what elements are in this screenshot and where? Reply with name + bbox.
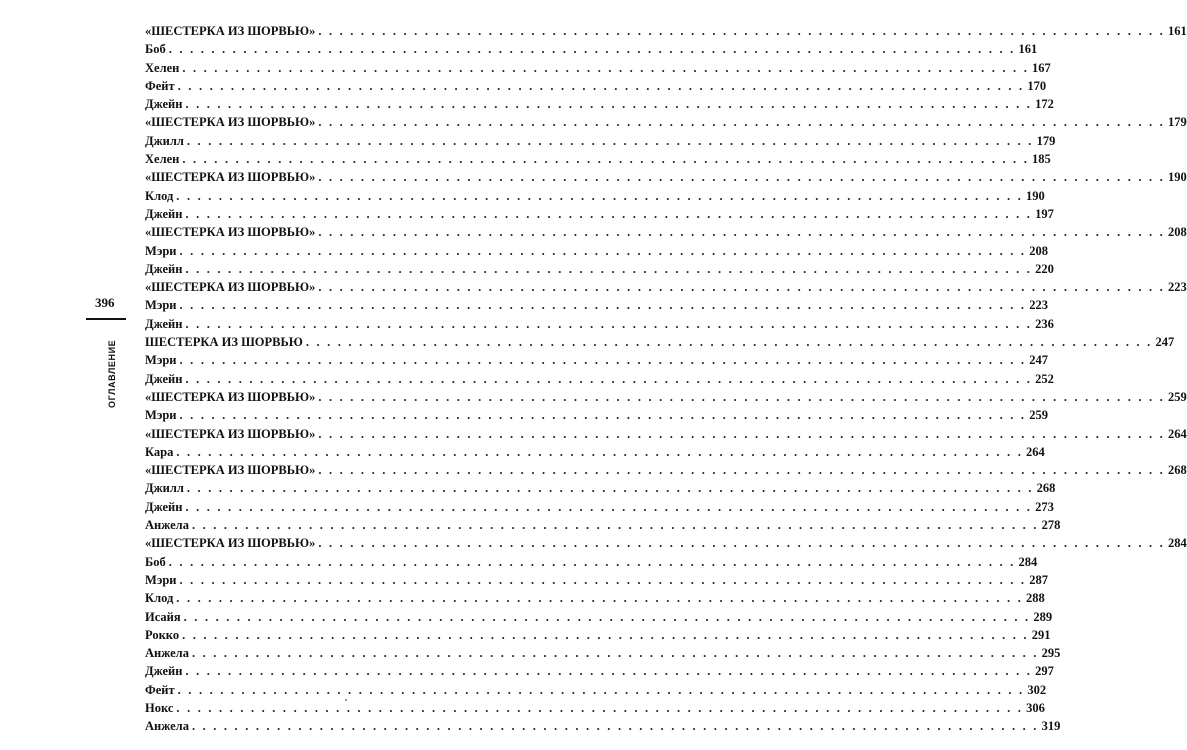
toc-entry-title: Фейт xyxy=(145,78,175,93)
toc-entry-title: ШЕСТЕРКА ИЗ ШОРВЬЮ xyxy=(145,335,303,350)
toc-entry xyxy=(145,223,1187,241)
toc-entry-title: Мэри xyxy=(145,353,177,368)
page-number: 396 xyxy=(95,295,115,310)
toc-entry-page: 197 xyxy=(1035,206,1054,221)
toc-entry xyxy=(145,461,1187,479)
toc-entry-page: 264 xyxy=(1026,444,1045,459)
toc-entry-title: Фейт xyxy=(145,682,175,697)
dot-leader: . . . . . . . . . . . . . . . . . . . . . . . . . . . . . . . . . . . . . . . . . . . . . . . . . . . . . . . . . . . . . . . . . . . . . . . . . . . . . . . . xyxy=(179,572,1027,587)
toc-entry xyxy=(145,278,1187,296)
dot-leader: . . . . . . . . . . . . . . . . . . . . . . . . . . . . . . . . . . . . . . . . . . . . . . . . . . . . . . . . . . . . . . . . . . . . . . . . . . . . . . . . xyxy=(185,499,1033,514)
dot-leader: . . . . . . . . . . . . . . . . . . . . . . . . . . . . . . . . . . . . . . . . . . . . . . . . . . . . . . . . . . . . . . . . . . . . . . . . . . . . . . . . xyxy=(318,463,1166,478)
toc-entry-page: 247 xyxy=(1155,335,1175,350)
scan-speck xyxy=(345,699,347,701)
toc-entry-page: 223 xyxy=(1168,280,1187,295)
toc-entry-title: «ШЕСТЕРКА ИЗ ШОРВЬЮ» xyxy=(145,280,316,295)
dot-leader: . . . . . . . . . . . . . . . . . . . . . . . . . . . . . . . . . . . . . . . . . . . . . . . . . . . . . . . . . . . . . . . . . . . . . . . . . . . . . . . . xyxy=(191,518,1039,533)
toc-entry-page: 236 xyxy=(1035,316,1054,331)
dot-leader: . . . . . . . . . . . . . . . . . . . . . . . . . . . . . . . . . . . . . . . . . . . . . . . . . . . . . . . . . . . . . . . . . . . . . . . . . . . . . . . . xyxy=(318,280,1166,295)
toc-entry-title: Мэри xyxy=(145,298,177,313)
dot-leader: . . . . . . . . . . . . . . . . . . . . . . . . . . . . . . . . . . . . . . . . . . . . . . . . . . . . . . . . . . . . . . . . . . . . . . . . . . . . . . . . xyxy=(179,243,1027,258)
toc-entry-page: 295 xyxy=(1041,646,1061,661)
toc-entry-title: Мэри xyxy=(145,408,177,423)
toc-entry xyxy=(145,333,1175,351)
toc-entry-title: Хелен xyxy=(145,152,180,167)
dot-leader: . . . . . . . . . . . . . . . . . . . . . . . . . . . . . . . . . . . . . . . . . . . . . . . . . . . . . . . . . . . . . . . . . . . . . . . . . . . . . . . . xyxy=(185,206,1033,221)
toc-entry xyxy=(145,644,1061,662)
toc-entry-title: Джейн xyxy=(145,261,183,276)
toc-entry-title: Нокс xyxy=(145,700,174,715)
dot-leader: . . . . . . . . . . . . . . . . . . . . . . . . . . . . . . . . . . . . . . . . . . . . . . . . . . . . . . . . . . . . . . . . . . . . . . . . . . . . . . . . xyxy=(318,170,1166,185)
toc-entry-title: Мэри xyxy=(145,572,177,587)
toc-entry-title: Джейн xyxy=(145,206,183,221)
toc-entry-page: 185 xyxy=(1032,152,1051,167)
dot-leader: . . . . . . . . . . . . . . . . . . . . . . . . . . . . . . . . . . . . . . . . . . . . . . . . . . . . . . . . . . . . . . . . . . . . . . . . . . . . . . . . xyxy=(318,115,1166,130)
toc-entry-title: Анжела xyxy=(145,719,189,734)
toc-entry xyxy=(145,699,1045,717)
toc-entry xyxy=(145,113,1187,131)
toc-entry-page: 252 xyxy=(1035,371,1054,386)
dot-leader: . . . . . . . . . . . . . . . . . . . . . . . . . . . . . . . . . . . . . . . . . . . . . . . . . . . . . . . . . . . . . . . . . . . . . . . . . . . . . . . . xyxy=(186,133,1034,148)
toc-entry-title: Боб xyxy=(145,554,166,569)
toc-entry-page: 319 xyxy=(1041,719,1061,734)
dot-leader: . . . . . . . . . . . . . . . . . . . . . . . . . . . . . . . . . . . . . . . . . . . . . . . . . . . . . . . . . . . . . . . . . . . . . . . . . . . . . . . . xyxy=(191,646,1039,661)
toc-entry xyxy=(145,425,1187,443)
toc-entry-title: «ШЕСТЕРКА ИЗ ШОРВЬЮ» xyxy=(145,426,316,441)
toc-entry-title: «ШЕСТЕРКА ИЗ ШОРВЬЮ» xyxy=(145,225,316,240)
toc-entry-title: Джейн xyxy=(145,664,183,679)
toc-entry-page: 223 xyxy=(1029,298,1048,313)
dot-leader: . . . . . . . . . . . . . . . . . . . . . . . . . . . . . . . . . . . . . . . . . . . . . . . . . . . . . . . . . . . . . . . . . . . . . . . . . . . . . . . . xyxy=(179,298,1027,313)
toc-entry xyxy=(145,296,1048,314)
toc-entry-title: Хелен xyxy=(145,60,180,75)
toc-entry xyxy=(145,516,1061,534)
toc-entry xyxy=(145,681,1047,699)
toc-entry xyxy=(145,553,1038,571)
toc-entry xyxy=(145,260,1054,278)
dot-leader: . . . . . . . . . . . . . . . . . . . . . . . . . . . . . . . . . . . . . . . . . . . . . . . . . . . . . . . . . . . . . . . . . . . . . . . . . . . . . . . . xyxy=(183,609,1031,624)
toc-entry xyxy=(145,242,1048,260)
toc-entry-title: Кара xyxy=(145,444,174,459)
toc-entry xyxy=(145,479,1056,497)
toc-entry-page: 291 xyxy=(1031,627,1051,642)
toc-entry-page: 161 xyxy=(1018,42,1038,57)
toc-entry-page: 208 xyxy=(1168,225,1187,240)
section-label-vertical: ОГЛАВЛЕНИЕ xyxy=(107,339,117,408)
dot-leader: . . . . . . . . . . . . . . . . . . . . . . . . . . . . . . . . . . . . . . . . . . . . . . . . . . . . . . . . . . . . . . . . . . . . . . . . . . . . . . . . xyxy=(191,719,1039,734)
toc-entry xyxy=(145,443,1045,461)
dot-leader: . . . . . . . . . . . . . . . . . . . . . . . . . . . . . . . . . . . . . . . . . . . . . . . . . . . . . . . . . . . . . . . . . . . . . . . . . . . . . . . . xyxy=(318,225,1166,240)
toc-entry-title: Джейн xyxy=(145,499,183,514)
toc-entry xyxy=(145,315,1054,333)
toc-entry-page: 161 xyxy=(1168,24,1187,38)
toc-entry-title: Джилл xyxy=(145,133,184,148)
toc-entry xyxy=(145,608,1053,626)
dot-leader: . . . . . . . . . . . . . . . . . . . . . . . . . . . . . . . . . . . . . . . . . . . . . . . . . . . . . . . . . . . . . . . . . . . . . . . . . . . . . . . . xyxy=(176,188,1023,203)
dot-leader: . . . . . . . . . . . . . . . . . . . . . . . . . . . . . . . . . . . . . . . . . . . . . . . . . . . . . . . . . . . . . . . . . . . . . . . . . . . . . . . . xyxy=(176,444,1024,459)
dot-leader: . . . . . . . . . . . . . . . . . . . . . . . . . . . . . . . . . . . . . . . . . . . . . . . . . . . . . . . . . . . . . . . . . . . . . . . . . . . . . . . . xyxy=(179,408,1027,423)
dot-leader: . . . . . . . . . . . . . . . . . . . . . . . . . . . . . . . . . . . . . . . . . . . . . . . . . . . . . . . . . . . . . . . . . . . . . . . . . . . . . . . . xyxy=(177,682,1025,697)
toc-entry xyxy=(145,388,1187,406)
toc-entry-title: «ШЕСТЕРКА ИЗ ШОРВЬЮ» xyxy=(145,170,316,185)
toc-entry-page: 289 xyxy=(1033,609,1053,624)
toc-entry xyxy=(145,95,1054,113)
dot-leader: . . . . . . . . . . . . . . . . . . . . . . . . . . . . . . . . . . . . . . . . . . . . . . . . . . . . . . . . . . . . . . . . . . . . . . . . . . . . . . . . xyxy=(179,353,1027,368)
toc-entry-title: «ШЕСТЕРКА ИЗ ШОРВЬЮ» xyxy=(145,463,316,478)
dot-leader: . . . . . . . . . . . . . . . . . . . . . . . . . . . . . . . . . . . . . . . . . . . . . . . . . . . . . . . . . . . . . . . . . . . . . . . . . . . . . . . . xyxy=(185,261,1033,276)
toc-entry-title: «ШЕСТЕРКА ИЗ ШОРВЬЮ» xyxy=(145,24,316,38)
toc-entry-title: Джейн xyxy=(145,97,183,112)
side-divider-rule xyxy=(86,318,126,320)
table-of-contents xyxy=(145,22,1187,736)
toc-entry-page: 247 xyxy=(1029,353,1048,368)
toc-entry xyxy=(145,205,1054,223)
dot-leader: . . . . . . . . . . . . . . . . . . . . . . . . . . . . . . . . . . . . . . . . . . . . . . . . . . . . . . . . . . . . . . . . . . . . . . . . . . . . . . . . xyxy=(305,335,1153,350)
dot-leader: . . . . . . . . . . . . . . . . . . . . . . . . . . . . . . . . . . . . . . . . . . . . . . . . . . . . . . . . . . . . . . . . . . . . . . . . . . . . . . . . xyxy=(186,481,1034,496)
toc-entry xyxy=(145,406,1048,424)
toc-entry xyxy=(145,150,1051,168)
toc-entry-page: 268 xyxy=(1168,463,1187,478)
dot-leader: . . . . . . . . . . . . . . . . . . . . . . . . . . . . . . . . . . . . . . . . . . . . . . . . . . . . . . . . . . . . . . . . . . . . . . . . . . . . . . . . xyxy=(185,371,1033,386)
toc-entry xyxy=(145,589,1045,607)
toc-entry-page: 167 xyxy=(1032,60,1051,75)
toc-entry-page: 172 xyxy=(1035,97,1054,112)
toc-entry-page: 170 xyxy=(1027,78,1047,93)
toc-entry xyxy=(145,662,1054,680)
dot-leader: . . . . . . . . . . . . . . . . . . . . . . . . . . . . . . . . . . . . . . . . . . . . . . . . . . . . . . . . . . . . . . . . . . . . . . . . . . . . . . . . xyxy=(176,591,1023,606)
toc-entry xyxy=(145,132,1056,150)
toc-entry xyxy=(145,187,1045,205)
toc-entry-title: Анжела xyxy=(145,646,189,661)
toc-entry-page: 220 xyxy=(1035,261,1054,276)
toc-entry xyxy=(145,498,1054,516)
toc-entry xyxy=(145,534,1187,552)
dot-leader: . . . . . . . . . . . . . . . . . . . . . . . . . . . . . . . . . . . . . . . . . . . . . . . . . . . . . . . . . . . . . . . . . . . . . . . . . . . . . . . . xyxy=(318,389,1166,404)
toc-entry-page: 259 xyxy=(1168,389,1187,404)
toc-entry xyxy=(145,59,1051,77)
toc-entry-page: 259 xyxy=(1029,408,1048,423)
dot-leader: . . . . . . . . . . . . . . . . . . . . . . . . . . . . . . . . . . . . . . . . . . . . . . . . . . . . . . . . . . . . . . . . . . . . . . . . . . . . . . . . xyxy=(182,627,1029,642)
toc-entry-title: Мэри xyxy=(145,243,177,258)
toc-entry-page: 287 xyxy=(1029,572,1048,587)
toc-entry-title: «ШЕСТЕРКА ИЗ ШОРВЬЮ» xyxy=(145,536,316,551)
toc-entry-page: 297 xyxy=(1035,664,1054,679)
dot-leader: . . . . . . . . . . . . . . . . . . . . . . . . . . . . . . . . . . . . . . . . . . . . . . . . . . . . . . . . . . . . . . . . . . . . . . . . . . . . . . . . xyxy=(318,426,1166,441)
dot-leader: . . . . . . . . . . . . . . . . . . . . . . . . . . . . . . . . . . . . . . . . . . . . . . . . . . . . . . . . . . . . . . . . . . . . . . . . . . . . . . . . xyxy=(182,152,1030,167)
toc-entry xyxy=(145,168,1187,186)
toc-entry xyxy=(145,22,1187,40)
dot-leader: . . . . . . . . . . . . . . . . . . . . . . . . . . . . . . . . . . . . . . . . . . . . . . . . . . . . . . . . . . . . . . . . . . . . . . . . . . . . . . . . xyxy=(318,24,1166,38)
dot-leader: . . . . . . . . . . . . . . . . . . . . . . . . . . . . . . . . . . . . . . . . . . . . . . . . . . . . . . . . . . . . . . . . . . . . . . . . . . . . . . . . xyxy=(182,60,1030,75)
toc-entry-page: 273 xyxy=(1035,499,1054,514)
toc-entry-page: 264 xyxy=(1168,426,1187,441)
toc-entry-page: 284 xyxy=(1018,554,1038,569)
dot-leader: . . . . . . . . . . . . . . . . . . . . . . . . . . . . . . . . . . . . . . . . . . . . . . . . . . . . . . . . . . . . . . . . . . . . . . . . . . . . . . . . xyxy=(177,78,1025,93)
dot-leader: . . . . . . . . . . . . . . . . . . . . . . . . . . . . . . . . . . . . . . . . . . . . . . . . . . . . . . . . . . . . . . . . . . . . . . . . . . . . . . . . xyxy=(185,316,1033,331)
toc-entry xyxy=(145,370,1054,388)
toc-entry xyxy=(145,626,1051,644)
toc-entry-page: 284 xyxy=(1168,536,1187,551)
dot-leader: . . . . . . . . . . . . . . . . . . . . . . . . . . . . . . . . . . . . . . . . . . . . . . . . . . . . . . . . . . . . . . . . . . . . . . . . . . . . . . . . xyxy=(168,42,1016,57)
toc-entry xyxy=(145,77,1047,95)
toc-entry-title: «ШЕСТЕРКА ИЗ ШОРВЬЮ» xyxy=(145,115,316,130)
dot-leader: . . . . . . . . . . . . . . . . . . . . . . . . . . . . . . . . . . . . . . . . . . . . . . . . . . . . . . . . . . . . . . . . . . . . . . . . . . . . . . . . xyxy=(185,97,1033,112)
toc-entry-page: 179 xyxy=(1168,115,1187,130)
toc-entry-title: Анжела xyxy=(145,518,189,533)
toc-entry-title: Джилл xyxy=(145,481,184,496)
toc-entry-page: 302 xyxy=(1027,682,1047,697)
toc-entry-page: 179 xyxy=(1036,133,1056,148)
toc-entry-title: Клод xyxy=(145,188,174,203)
toc-entry-title: Боб xyxy=(145,42,166,57)
toc-entry-title: «ШЕСТЕРКА ИЗ ШОРВЬЮ» xyxy=(145,389,316,404)
toc-entry-page: 208 xyxy=(1029,243,1048,258)
dot-leader: . . . . . . . . . . . . . . . . . . . . . . . . . . . . . . . . . . . . . . . . . . . . . . . . . . . . . . . . . . . . . . . . . . . . . . . . . . . . . . . . xyxy=(168,554,1016,569)
dot-leader: . . . . . . . . . . . . . . . . . . . . . . . . . . . . . . . . . . . . . . . . . . . . . . . . . . . . . . . . . . . . . . . . . . . . . . . . . . . . . . . . xyxy=(318,536,1166,551)
toc-entry xyxy=(145,40,1038,58)
toc-entry-title: Исайя xyxy=(145,609,181,624)
toc-entry-title: Джейн xyxy=(145,371,183,386)
toc-entry-page: 278 xyxy=(1041,518,1061,533)
toc-entry xyxy=(145,351,1048,369)
dot-leader: . . . . . . . . . . . . . . . . . . . . . . . . . . . . . . . . . . . . . . . . . . . . . . . . . . . . . . . . . . . . . . . . . . . . . . . . . . . . . . . . xyxy=(185,664,1033,679)
toc-entry-title: Джейн xyxy=(145,316,183,331)
toc-entry xyxy=(145,571,1048,589)
toc-entry-page: 306 xyxy=(1026,700,1045,715)
toc-entry xyxy=(145,717,1061,735)
toc-entry-page: 268 xyxy=(1036,481,1056,496)
toc-entry-page: 190 xyxy=(1025,188,1045,203)
toc-entry-title: Клод xyxy=(145,591,174,606)
dot-leader: . . . . . . . . . . . . . . . . . . . . . . . . . . . . . . . . . . . . . . . . . . . . . . . . . . . . . . . . . . . . . . . . . . . . . . . . . . . . . . . . xyxy=(176,700,1024,715)
toc-entry-page: 190 xyxy=(1168,170,1187,185)
toc-entry-title: Рокко xyxy=(145,627,180,642)
toc-entry-page: 288 xyxy=(1025,591,1045,606)
